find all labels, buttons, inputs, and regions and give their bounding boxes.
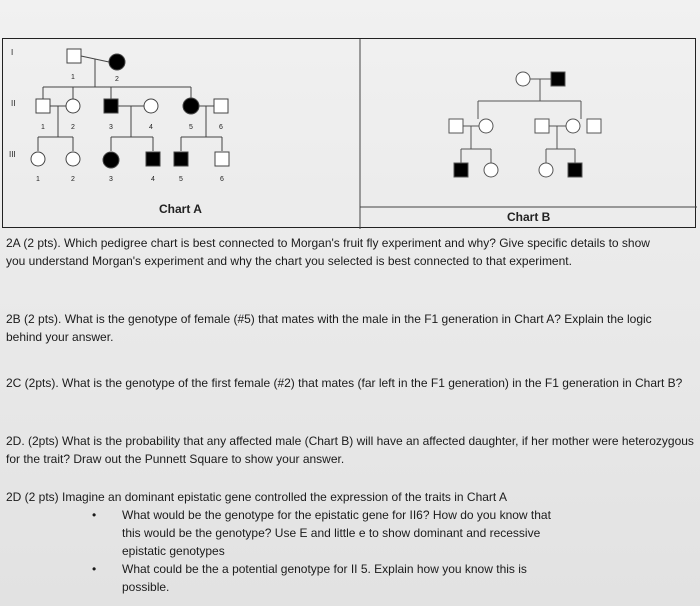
chart-a-ii6-unaffected-male bbox=[214, 99, 228, 113]
chart-a-ii2-unaffected-female bbox=[66, 99, 80, 113]
chart-a-iii3-affected-female bbox=[103, 152, 119, 168]
chart-a-iii2-unaffected-female bbox=[66, 152, 80, 166]
chart-a-ii5-affected-female bbox=[183, 98, 199, 114]
question-2d-epistasis bbox=[6, 488, 696, 596]
question-2a-text: 2A (2 pts). Which pedigree chart is best connected to Morgan's fruit fly experiment and why? Give specific details to show you understand Morgan's experiment and why the chart you selected is best connected to that experiment. bbox=[6, 236, 650, 268]
chart-a-iii-num-2: 2 bbox=[71, 176, 75, 183]
question-2d-epistasis-bullets bbox=[6, 506, 696, 596]
chart-a-i1-unaffected-male bbox=[67, 49, 81, 63]
bullet-item-2: • What could be the a potential genotype for II 5. Explain how you know this is possible. bbox=[6, 560, 562, 596]
chart-b-iii2-unaffected-female bbox=[484, 163, 498, 177]
question-2c bbox=[6, 374, 696, 392]
chart-a-iii1-unaffected-female bbox=[31, 152, 45, 166]
gen-label-ii: II bbox=[11, 99, 16, 108]
chart-a-iii4-affected-male bbox=[146, 152, 160, 166]
question-2b bbox=[6, 310, 686, 346]
chart-a-i2-affected-female bbox=[109, 54, 125, 70]
chart-a-iii-num-3: 3 bbox=[109, 176, 113, 183]
chart-a-iii-num-4: 4 bbox=[151, 176, 155, 183]
chart-a-i-num-1: 1 bbox=[71, 74, 75, 81]
chart-b-iii4-affected-male bbox=[568, 163, 582, 177]
chart-a-pedigree bbox=[31, 49, 229, 168]
pedigree-charts-box bbox=[2, 38, 696, 228]
chart-b-ii5-unaffected-male bbox=[587, 119, 601, 133]
question-2d bbox=[6, 432, 696, 468]
chart-a-iii6-unaffected-male bbox=[215, 152, 229, 166]
chart-b-ii4-unaffected-female bbox=[566, 119, 580, 133]
chart-b-iii3-unaffected-female bbox=[539, 163, 553, 177]
chart-a-ii-num-5: 5 bbox=[189, 124, 193, 131]
chart-a-i-num-2: 2 bbox=[115, 76, 119, 83]
pedigree-charts-svg bbox=[3, 39, 697, 229]
chart-a-label: Chart A bbox=[159, 202, 202, 216]
chart-a-iii-num-5: 5 bbox=[179, 176, 183, 183]
question-2d-epistasis-intro: 2D (2 pts) Imagine an dominant epistatic gene controlled the expression of the traits in Chart A bbox=[6, 490, 507, 504]
chart-a-ii-num-2: 2 bbox=[71, 124, 75, 131]
chart-b-i-unaffected-female bbox=[516, 72, 530, 86]
chart-b-ii3-unaffected-male bbox=[535, 119, 549, 133]
chart-b-i-affected-male bbox=[551, 72, 565, 86]
chart-a-iii5-affected-male bbox=[174, 152, 188, 166]
chart-b-pedigree bbox=[449, 72, 601, 177]
chart-b-ii1-unaffected-male bbox=[449, 119, 463, 133]
chart-a-iii-num-1: 1 bbox=[36, 176, 40, 183]
chart-b-iii1-affected-male bbox=[454, 163, 468, 177]
question-2c-text: 2C (2pts). What is the genotype of the first female (#2) that mates (far left in the F1 generation) in the F1 generation in Chart B? bbox=[6, 376, 683, 390]
chart-a-ii-num-1: 1 bbox=[41, 124, 45, 131]
question-2d-text: 2D. (2pts) What is the probability that any affected male (Chart B) will have an affected daughter, if her mother were heterozygous for the trait? Draw out the Punnett Square to show your answer. bbox=[6, 434, 694, 466]
chart-a-ii-num-3: 3 bbox=[109, 124, 113, 131]
chart-a-ii-num-4: 4 bbox=[149, 124, 153, 131]
bullet-item-1: • What would be the genotype for the epistatic gene for II6? How do you know that this would be the genotype? Use E and little e to show dominant and recessive epistatic genotypes bbox=[6, 506, 562, 560]
chart-a-ii1-unaffected-male bbox=[36, 99, 50, 113]
gen-label-i: I bbox=[11, 48, 14, 57]
chart-a-iii-num-6: 6 bbox=[220, 176, 224, 183]
gen-label-iii: III bbox=[9, 150, 16, 159]
chart-a-ii4-unaffected-female bbox=[144, 99, 158, 113]
chart-a-ii-num-6: 6 bbox=[219, 124, 223, 131]
chart-b-ii2-unaffected-female bbox=[479, 119, 493, 133]
question-2a bbox=[6, 234, 666, 270]
chart-b-label: Chart B bbox=[507, 210, 551, 224]
question-2b-text: 2B (2 pts). What is the genotype of female (#5) that mates with the male in the F1 generation in Chart A? Explain the logic behind your answer. bbox=[6, 312, 652, 344]
chart-a-ii3-affected-male bbox=[104, 99, 118, 113]
